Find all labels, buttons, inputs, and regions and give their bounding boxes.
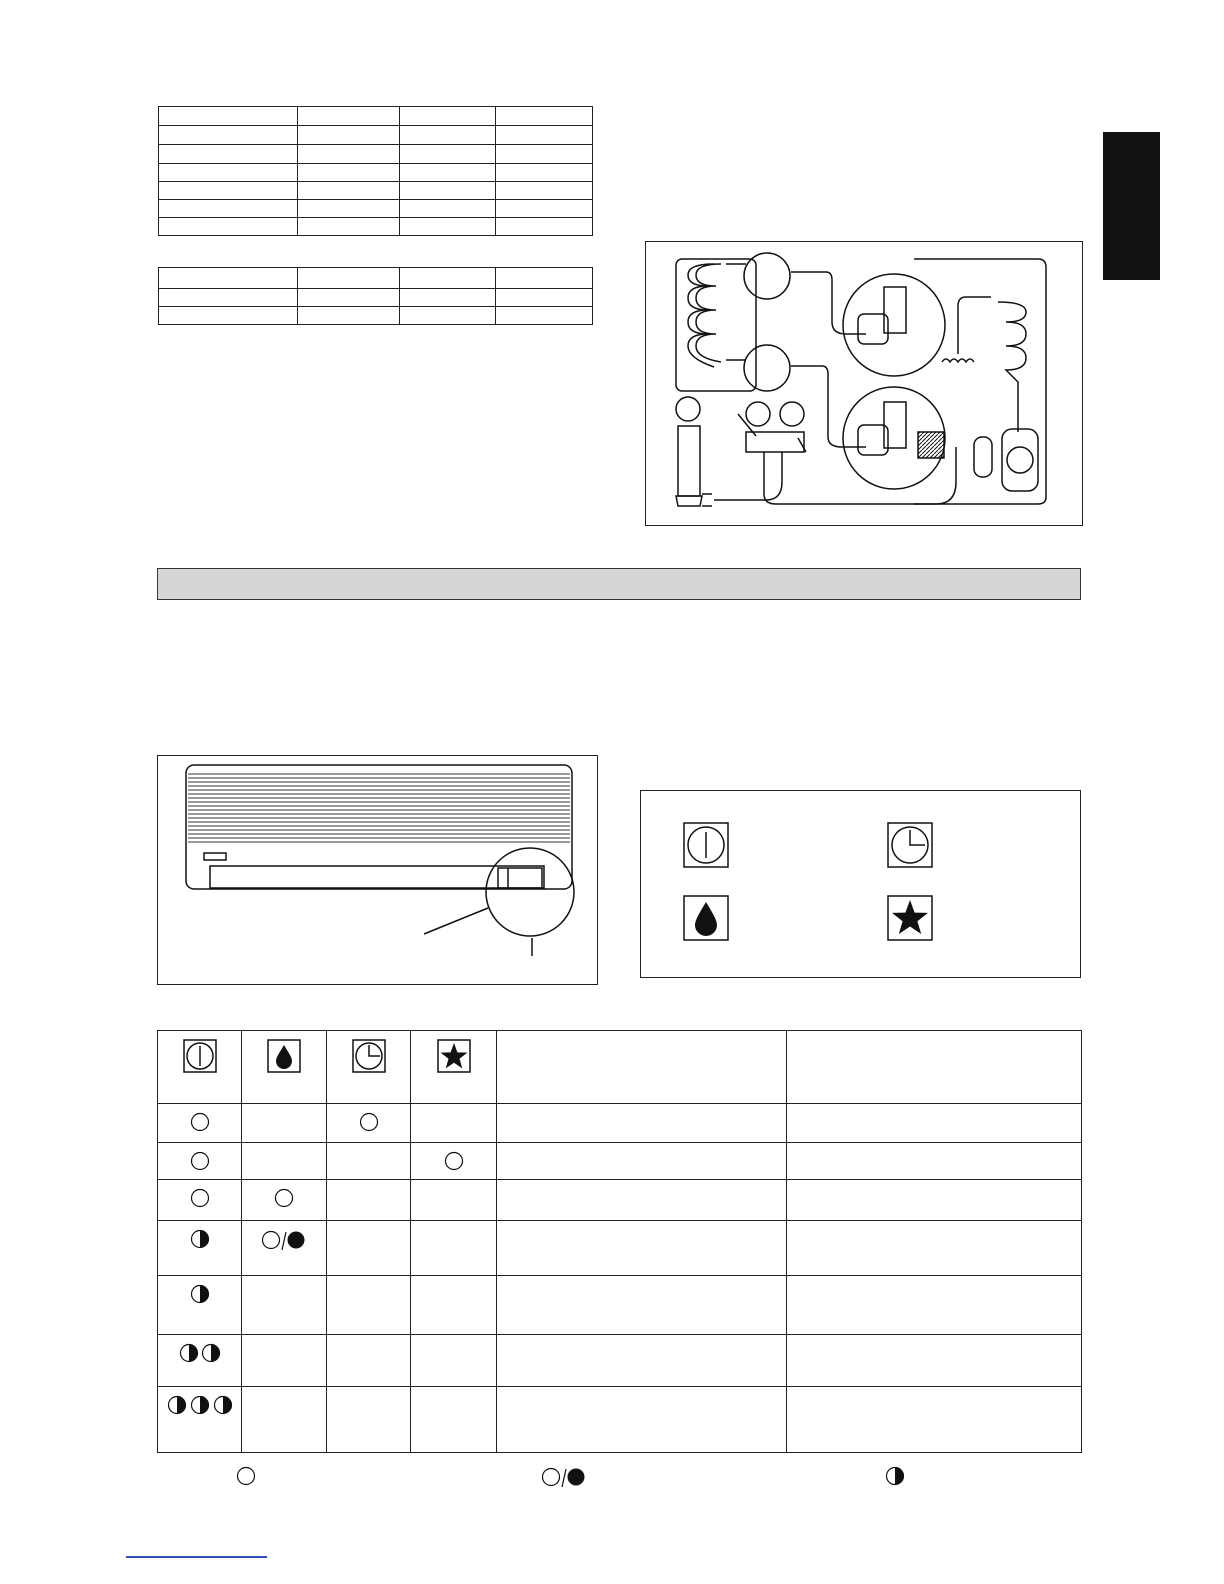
- lamp-on-symbol: [411, 1143, 496, 1171]
- table-row: [158, 1180, 1082, 1221]
- operation-icon: [683, 822, 729, 868]
- header-description: [497, 1031, 787, 1104]
- lamp-blink-thrice-symbol: [158, 1387, 241, 1415]
- table-row: [159, 145, 593, 164]
- lamp-on-symbol: [158, 1180, 241, 1208]
- lamp-on-symbol: [158, 1104, 241, 1132]
- lamp-alternate-symbol: [541, 1468, 587, 1485]
- section-heading-bar: [157, 568, 1081, 600]
- table-row: [159, 307, 593, 325]
- legend-alternate: [541, 1466, 587, 1488]
- table-row: [158, 1335, 1082, 1387]
- table-row: [159, 268, 593, 289]
- legend-blink: [885, 1466, 905, 1486]
- table-row: [159, 200, 593, 218]
- lamp-blink-symbol: [158, 1276, 241, 1304]
- indicator-panel: [640, 790, 1081, 978]
- indicator-status-table: [157, 1030, 1082, 1453]
- lamp-blink-twice-symbol: [158, 1335, 241, 1363]
- lamp-blink-symbol: [885, 1467, 905, 1484]
- table-row: [158, 1143, 1082, 1180]
- header-remedy: [787, 1031, 1082, 1104]
- lamp-on-symbol: [158, 1143, 241, 1171]
- refrigerant-circuit-diagram: [645, 241, 1083, 526]
- legend-on: [236, 1466, 256, 1486]
- indoor-unit-diagram: [157, 755, 598, 985]
- table-row: [158, 1104, 1082, 1143]
- star-icon: [887, 895, 933, 941]
- table-row: [159, 107, 593, 126]
- footer-link-underline[interactable]: [126, 1556, 267, 1558]
- lamp-on-symbol: [242, 1180, 326, 1208]
- spec-table-1: [158, 106, 593, 236]
- table-row: [158, 1387, 1082, 1453]
- table-row: [159, 289, 593, 307]
- table-row: [159, 218, 593, 236]
- table-row: [159, 126, 593, 145]
- table-row: [158, 1276, 1082, 1335]
- table-header-row: [158, 1031, 1082, 1104]
- circuit-drawing: [646, 242, 1082, 525]
- lamp-on-symbol: [236, 1467, 256, 1484]
- drain-drop-icon: [267, 1039, 301, 1073]
- table-row: [159, 182, 593, 200]
- timer-icon: [887, 822, 933, 868]
- star-icon: [437, 1039, 471, 1073]
- table-row: [159, 164, 593, 182]
- lamp-alternate-symbol: [242, 1221, 326, 1251]
- lamp-blink-symbol: [158, 1221, 241, 1249]
- lamp-on-symbol: [327, 1104, 410, 1132]
- timer-icon: [352, 1039, 386, 1073]
- operation-icon: [183, 1039, 217, 1073]
- indoor-unit-drawing: [158, 756, 597, 984]
- table-row: [158, 1221, 1082, 1276]
- drain-drop-icon: [683, 895, 729, 941]
- language-tab-marker: [1103, 132, 1160, 280]
- spec-table-2: [158, 267, 593, 325]
